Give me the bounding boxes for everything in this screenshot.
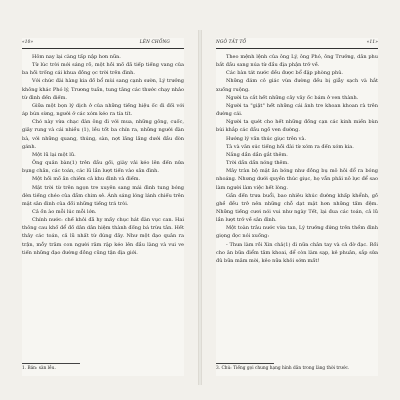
left-footnote-rule bbox=[22, 363, 80, 364]
paragraph: Người ta quét cho hết những đống cạn các kinh miền bùn bùi khắp các đầu ngõ ven đường. bbox=[216, 119, 378, 134]
paragraph: Trời dần dần nóng thêm. bbox=[226, 160, 289, 167]
left-page-number: «10» bbox=[22, 40, 34, 45]
right-page-number: «11» bbox=[366, 40, 378, 45]
left-running-title: LÊN CHỐNG bbox=[139, 40, 170, 45]
paragraph: Các bàn tát nước đều được bổ đặp phòng phủ. bbox=[226, 70, 344, 77]
paragraph: Mây tràn bộ mặt ăn bóng như đồng bụ mô hôi đổ ra bóng nhoáng. Nhưng dưới quyền thúc giục, họ vẫn phải nô lực để sao làm người làm việc hết lòng. bbox=[216, 168, 379, 191]
right-footnote: 3. Chú: Tiếng gọi chung hạng hình dân trong làng thời trước. bbox=[216, 366, 350, 371]
paragraph: Một toàn trâu nước vừa tan, Lý trưởng đứng trên thềm đình giọng đọc nói xuống: bbox=[216, 225, 378, 240]
paragraph: Với chức đài hàng kia đồ bổ mùi sang cạnh sườn, Lý trưởng không khác Phó lý, Trương tuần, tung tăng các thước chạy nhảo từ đình đến điếm. bbox=[22, 78, 184, 101]
left-page-header bbox=[22, 38, 184, 49]
book-gutter bbox=[198, 30, 202, 385]
paragraph: Người ta "giật" hết những cái ảnh tre khoan khoan rà trên đường cái. bbox=[216, 102, 378, 118]
left-body-text bbox=[22, 53, 184, 257]
paragraph: Gần đến trưa buổi, bao nhiêu khúc đường khấp khểnh, gồ ghề đều trở nên những chỗ dạt mặt hơn những tấm đệm. Những tiếng cươi nói vui như ngày Tết, lại đua các toán, cả lũ lần lượt trở về sân đình. bbox=[216, 192, 378, 224]
paragraph: Hướng lý văn thúc giục trên và. bbox=[226, 135, 307, 142]
paragraph: Hôm nay lại càng tấp nập hơn nữa. bbox=[32, 54, 121, 60]
paragraph: Theo mệnh lệnh của ông Lý, ông Phó, ông Trưởng, dân phu bắt đầu sang núa từ đầu địa phận trở về. bbox=[216, 54, 378, 69]
right-page-header bbox=[216, 38, 378, 49]
paragraph: Mặt trời từ trên ngọn tre xuyên sang mái đình tung bóng đèn tiếng chéo của đầm chim sẻ. Ánh sáng lóng lánh chiếu trên mặt sân đinh của đồi những tiếng trá tròi. bbox=[22, 184, 184, 207]
paragraph: Cả ồn ào mỗi lúc mỗi lớn. bbox=[32, 208, 97, 215]
paragraph: Những đám cỏ giác vừa đường đều bị giẫy sạch và hắt xuống ruộng. bbox=[216, 78, 378, 93]
right-body-text bbox=[216, 53, 378, 265]
paragraph: Chính nước: chế khỏi đã hy mấy chục hát đàn vục can. Hai thông cau khố để đồ dân dân hiệm thành đống bá trừu tân. Hết thảy các toán, cả lũ nhất từ đúng đây. Như một đạo quân ra trận, mỗy trâm con người râm rặp kéo lên đầu làng và vui ve tiến những đạo đường đồng cũng tận địa giới. bbox=[22, 217, 184, 256]
paragraph: Một lũ lại một lũ. bbox=[32, 151, 76, 158]
paragraph: Giữa một bọn lý dịch ở của những tiếng hiệu ốc đi đối với áp bún sừng, người ở các xóm kéo ra tía tít. bbox=[22, 102, 184, 118]
left-page bbox=[22, 38, 184, 376]
paragraph: Tà và văn súc tiếng hồi đài từ xóm ra đến xóm kia. bbox=[226, 143, 354, 150]
right-running-title: NGÔ TẤT TỐ bbox=[216, 40, 247, 45]
paragraph: Một hồi mõ ăn chiêm cả khu đình và điếm. bbox=[32, 176, 141, 183]
paragraph: Chó này vừa chạc đàn ông đi với mua, những gông, cuốc, giây rung và cái nhiều (1), lều tốt ba chín ra, những người đàn bà, với những quang, thúng, sàn, nợt lăng lăng dưới đầu đòn gánh. bbox=[22, 119, 184, 150]
right-page bbox=[216, 38, 378, 376]
paragraph: - Thưa làm rồi Xin chả(1) đi nữa chân tay và cả đờ đạc. Rồi cho ăn bữa điểm tâm khoai, để còn làm sạp, kẻ phuân, sắp sửa đủ bữa mâm mời, kẻo nữa khỏi sớm mất! bbox=[216, 241, 378, 264]
right-footnote-rule bbox=[216, 363, 274, 364]
paragraph: Người ta cắt hết những cây vây ốc bám ở ven thành. bbox=[226, 94, 359, 101]
left-footnote: 1. Bán: sàn lều. bbox=[22, 366, 56, 371]
paragraph: Ông quản bàn(1) trên đầu gối, giày vải kéo lên đến nửa bụng chân, các toán, các lũ lần lượt tiến vào sân đình. bbox=[22, 160, 184, 175]
paragraph: Nắng dần dần gắt thêm. bbox=[226, 151, 288, 158]
paragraph: Từ lúc trời mới sáng rõ, một hồi mõ đã tiếp tiếng vang của ba hồi trống cái khua đồng ọc trời trên đình. bbox=[22, 62, 184, 77]
